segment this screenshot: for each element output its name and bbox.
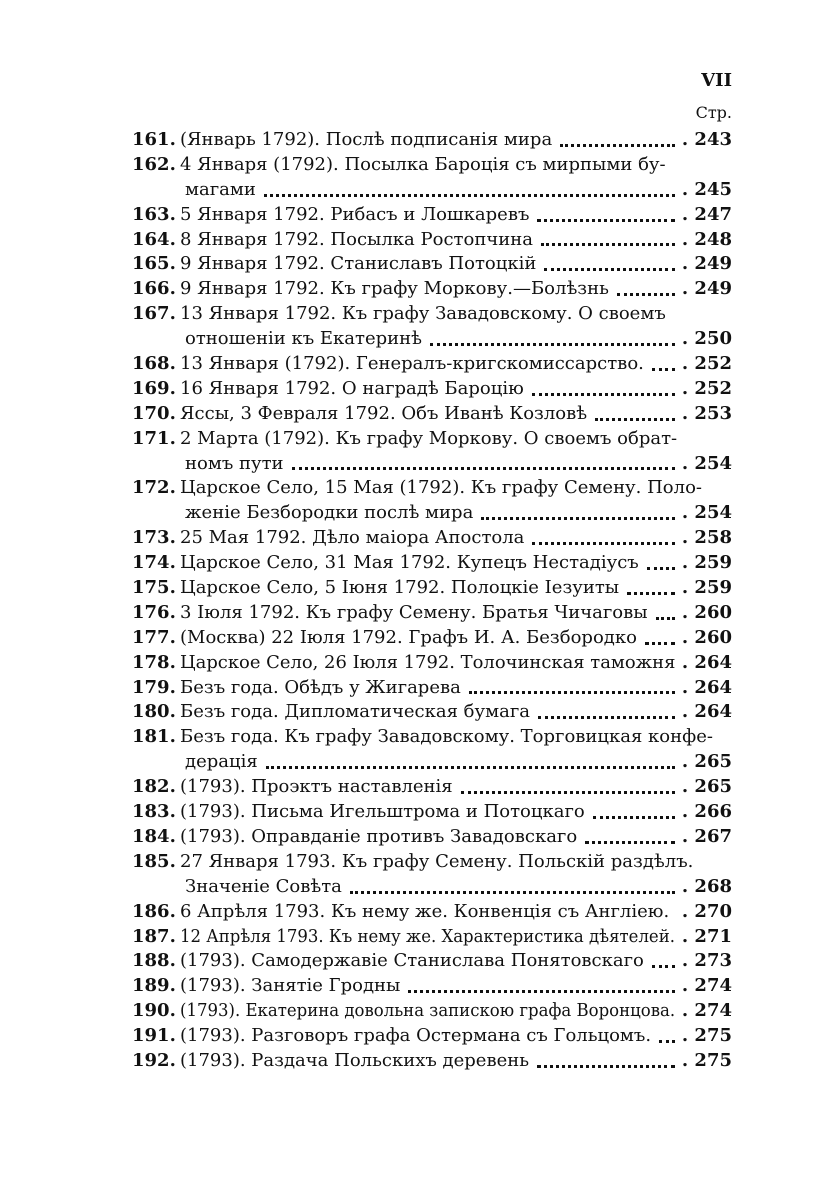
toc-entry-page: . 259 [679, 551, 732, 576]
toc-entry [132, 352, 732, 377]
toc-entry-number: 188. [132, 950, 176, 972]
toc-entry-line [132, 626, 732, 651]
toc-entry-page: . 274 [679, 999, 732, 1024]
toc-entry [132, 427, 732, 477]
toc-entry-number: 175. [132, 577, 176, 599]
toc-dot-leader [537, 219, 675, 222]
toc-entry [132, 700, 732, 725]
toc-entry-title: 27 Января 1793. Къ графу Семену. Польскій раздѣлъ. [180, 850, 694, 872]
toc-entry-number: 165. [132, 253, 176, 275]
toc-dot-leader [656, 617, 675, 620]
toc-entry [132, 601, 732, 626]
toc-entry-title: 3 Іюля 1792. Къ графу Семену. Братья Чичаговы [180, 601, 648, 623]
toc-entry-continuation-line [132, 452, 732, 477]
toc-entry-title: 12 Апрѣля 1793. Къ нему же. Характеристика дѣятелей. [180, 925, 675, 947]
toc-entry-line [132, 203, 732, 228]
toc-entry-page: . 249 [679, 252, 732, 277]
toc-dot-leader [595, 418, 675, 421]
toc-entry-number: 169. [132, 377, 176, 399]
toc-entry [132, 302, 732, 352]
toc-entry-line [132, 252, 732, 277]
toc-dot-leader [541, 243, 675, 246]
toc-entry-title: Безъ года. Къ графу Завадовскому. Торговицкая конфе- [180, 726, 713, 748]
toc-entry [132, 949, 732, 974]
toc-entry-line [132, 128, 732, 153]
toc-dot-leader [408, 990, 675, 993]
toc-entry-title: (1793). Разговоръ графа Остермана съ Гольцомъ. [180, 1025, 652, 1047]
toc-entry-line [132, 850, 732, 875]
toc-dot-leader [469, 691, 675, 694]
toc-entry-page: . 260 [679, 601, 732, 626]
toc-entry-number: 186. [132, 900, 176, 922]
toc-entry [132, 850, 732, 900]
toc-entry-page: . 275 [679, 1024, 732, 1049]
toc-entry-page: . 260 [679, 626, 732, 651]
toc-entry [132, 676, 732, 701]
toc-entry-page: . 275 [679, 1049, 732, 1074]
toc-entry-page: . 273 [679, 949, 732, 974]
toc-entry-line [132, 302, 732, 327]
toc-entry-title: 9 Января 1792. Станиславъ Потоцкій [180, 253, 537, 275]
toc-entry-line [132, 427, 732, 452]
toc-dot-leader [532, 393, 675, 396]
toc-entry [132, 402, 732, 427]
toc-entry [132, 900, 732, 925]
toc-dot-leader [560, 144, 675, 147]
toc-entry-line [132, 1024, 732, 1049]
toc-entry-number: 187. [132, 925, 176, 947]
toc-entry-line [132, 377, 732, 402]
toc-entry-line [132, 999, 732, 1024]
toc-entry-continuation-line [132, 750, 732, 775]
toc-entry-title: Царское Село, 15 Мая (1792). Къ графу Семену. Поло- [180, 477, 702, 499]
toc-entry-title: 13 Января 1792. Къ графу Завадовскому. О своемъ [180, 303, 666, 325]
toc-entry [132, 825, 732, 850]
toc-entry-page: . 254 [679, 501, 732, 526]
toc-dot-leader [645, 642, 675, 645]
toc-entry-line [132, 825, 732, 850]
toc-entry-number: 181. [132, 726, 176, 748]
toc-entry-line [132, 676, 732, 701]
toc-entry [132, 800, 732, 825]
toc-entry-title: 5 Января 1792. Рибасъ и Лошкаревъ [180, 203, 530, 225]
toc-entry-line [132, 700, 732, 725]
toc-dot-leader [585, 841, 675, 844]
toc-entry-number: 184. [132, 825, 176, 847]
toc-entry-number: 185. [132, 850, 176, 872]
toc-entry-line [132, 800, 732, 825]
toc-entry-line [132, 925, 732, 950]
toc-entry-page: . 253 [679, 402, 732, 427]
toc-dot-leader [537, 1065, 675, 1068]
toc-entry-title-continuation: дерація [185, 751, 258, 773]
toc-entry [132, 626, 732, 651]
toc-dot-leader [593, 816, 675, 819]
toc-entry [132, 651, 732, 676]
toc-entry-title: Безъ года. Обѣдъ у Жигарева [180, 676, 461, 698]
toc-dot-leader [461, 791, 675, 794]
page-number: VII [701, 70, 732, 91]
toc-entry-line [132, 551, 732, 576]
toc-entry-page: . 274 [679, 974, 732, 999]
toc-entry-title-continuation: отношеніи къ Екатеринѣ [185, 328, 423, 350]
toc-entry [132, 1024, 732, 1049]
toc-entry-line [132, 601, 732, 626]
toc-entry-title: Яссы, 3 Февраля 1792. Объ Иванѣ Козловѣ [180, 402, 588, 424]
toc-entry-page: . 254 [679, 452, 732, 477]
toc-entry-title: Царское Село, 5 Іюня 1792. Полоцкіе Іезуиты [180, 577, 620, 599]
toc-entry-continuation-line [132, 501, 732, 526]
toc-entry-line [132, 352, 732, 377]
toc-entry-page: . 265 [679, 775, 732, 800]
toc-entry-number: 182. [132, 776, 176, 798]
toc-entry [132, 576, 732, 601]
toc-entry [132, 551, 732, 576]
toc-entry-page: . 258 [679, 526, 732, 551]
toc-entry-number: 189. [132, 975, 176, 997]
toc-entry-page: . 267 [679, 825, 732, 850]
toc-entry-line [132, 526, 732, 551]
toc-entry [132, 974, 732, 999]
toc-entry-line [132, 153, 732, 178]
toc-entry-title: (1793). Занятіе Гродны [180, 975, 401, 997]
toc-entry-number: 172. [132, 477, 176, 499]
toc-entry-title: 8 Января 1792. Посылка Ростопчина [180, 228, 533, 250]
toc-dot-leader [627, 592, 675, 595]
toc-dot-leader [430, 343, 675, 346]
toc-entry-page: . 250 [679, 327, 732, 352]
toc-entry-title-continuation: Значеніе Совѣта [185, 875, 342, 897]
toc-entry-number: 166. [132, 278, 176, 300]
toc-dot-leader [544, 268, 675, 271]
toc-entry [132, 153, 732, 203]
toc-entry-title: 2 Марта (1792). Къ графу Моркову. О своемъ обрат- [180, 427, 678, 449]
toc-entry-page: . 268 [679, 875, 732, 900]
toc-entry-title: (1793). Раздача Польскихъ деревень [180, 1049, 530, 1071]
toc-entry [132, 725, 732, 775]
toc-dot-leader [647, 567, 675, 570]
toc-entry-title: (1793). Проэктъ наставленія [180, 776, 453, 798]
toc-entry-number: 183. [132, 801, 176, 823]
toc-entry [132, 228, 732, 253]
toc-entry [132, 252, 732, 277]
toc-entry-page: . 248 [679, 228, 732, 253]
toc-entry-title: Царское Село, 26 Іюля 1792. Толочинская таможня [180, 651, 676, 673]
toc-entry-title: (Январь 1792). Послѣ подписанія мира [180, 129, 553, 150]
toc-entry-number: 190. [132, 1000, 176, 1022]
toc-dot-leader [350, 891, 675, 894]
toc-entry-page: . 259 [679, 576, 732, 601]
toc-entry-line [132, 725, 732, 750]
toc-entry-line [132, 476, 732, 501]
toc-entry-continuation-line [132, 875, 732, 900]
toc-entry-number: 179. [132, 676, 176, 698]
toc-entry-number: 163. [132, 203, 176, 225]
toc-entry-continuation-line [132, 178, 732, 203]
toc-entry-number: 164. [132, 228, 176, 250]
toc-entry-title-continuation: магами [185, 178, 256, 200]
toc-entry-title: 13 Января (1792). Генералъ-кригскомиссарство. [180, 353, 644, 375]
toc-dot-leader [481, 517, 675, 520]
toc-entry-line [132, 228, 732, 253]
toc-entry-number: 173. [132, 527, 176, 549]
toc-entry-number: 170. [132, 402, 176, 424]
toc-entry-page: . 243 [679, 128, 732, 153]
toc-entry-number: 162. [132, 153, 176, 175]
toc-dot-leader [538, 716, 675, 719]
toc-entry [132, 999, 732, 1024]
toc-entry-title-continuation: номъ пути [185, 452, 284, 474]
toc-entry-number: 192. [132, 1049, 176, 1071]
toc-entry-number: 176. [132, 601, 176, 623]
toc-entry-line [132, 949, 732, 974]
toc-entry-line [132, 775, 732, 800]
toc-entry-line [132, 974, 732, 999]
toc-entry-number: 177. [132, 626, 176, 648]
toc-entry-number: 191. [132, 1025, 176, 1047]
toc-entry-line [132, 277, 732, 302]
toc-entry [132, 925, 732, 950]
toc-dot-leader [652, 965, 675, 968]
toc-entry-title: Царское Село, 31 Мая 1792. Купецъ Нестадіусъ [180, 552, 639, 574]
toc-entry-page: . 266 [679, 800, 732, 825]
toc-entry-page: . 264 [679, 651, 732, 676]
toc-entry-page: . 252 [679, 377, 732, 402]
toc-entry-title: 6 Апрѣля 1793. Къ нему же. Конвенція съ Англіею. [180, 900, 670, 922]
toc-entry-title: 9 Января 1792. Къ графу Моркову.—Болѣзнь [180, 278, 609, 300]
toc-entry-page: . 252 [679, 352, 732, 377]
toc-entry-number: 168. [132, 353, 176, 375]
toc-entry-page: . 247 [679, 203, 732, 228]
toc-entry-number: 161. [132, 129, 176, 150]
toc-entry-title: 25 Мая 1792. Дѣло маіора Апостола [180, 527, 525, 549]
toc-entry-title: 4 Января (1792). Посылка Бароція съ мирпыми бу- [180, 153, 666, 175]
toc-entry [132, 526, 732, 551]
toc-entry-continuation-line [132, 327, 732, 352]
toc-entry-line [132, 576, 732, 601]
toc-entry-title: (1793). Оправданіе противъ Завадовскаго [180, 825, 578, 847]
toc-entry [132, 128, 732, 153]
toc-dot-leader [532, 542, 675, 545]
toc-entry-number: 174. [132, 552, 176, 574]
toc-entry [132, 377, 732, 402]
toc-entry [132, 1049, 732, 1074]
toc-dot-leader [266, 766, 675, 769]
toc-entry-number: 180. [132, 701, 176, 723]
toc-entry-title: (1793). Письма Игельштрома и Потоцкаго [180, 801, 585, 823]
toc-entry-line [132, 651, 732, 676]
toc-entry-number: 178. [132, 651, 176, 673]
toc-entry [132, 203, 732, 228]
toc-entry-line [132, 900, 732, 925]
toc-dot-leader [652, 368, 675, 371]
toc-entry-title: (1793). Екатерина довольна запискою графа Воронцова. [180, 1000, 676, 1022]
toc-entry-page: . 264 [679, 676, 732, 701]
toc-entry-title-continuation: женіе Безбородки послѣ мира [185, 502, 474, 524]
toc-dot-leader [617, 293, 675, 296]
toc-entry-line [132, 1049, 732, 1074]
page-column-header: Стр. [695, 103, 732, 122]
toc-entry-page: . 249 [679, 277, 732, 302]
toc-entry-page: . 265 [679, 750, 732, 775]
toc-entry-number: 171. [132, 427, 176, 449]
toc-entry-line [132, 402, 732, 427]
toc-entry-title: 16 Января 1792. О наградѣ Бароцію [180, 377, 524, 399]
toc-entry [132, 476, 732, 526]
toc-entry-page: . 264 [679, 700, 732, 725]
toc-entry-page: . 270 [679, 900, 732, 925]
toc-entry-title: (Москва) 22 Іюля 1792. Графъ И. А. Безбородко [180, 626, 637, 648]
toc-dot-leader [264, 194, 675, 197]
toc-dot-leader [659, 1040, 675, 1043]
toc-entry-title: Безъ года. Дипломатическая бумага [180, 701, 530, 723]
toc-entry [132, 775, 732, 800]
toc-entry [132, 277, 732, 302]
toc-entry-title: (1793). Самодержавіе Станислава Понятовскаго [180, 950, 644, 972]
toc-entry-number: 167. [132, 303, 176, 325]
toc-entry-page: . 245 [679, 178, 732, 203]
table-of-contents [132, 128, 732, 1074]
toc-dot-leader [292, 467, 675, 470]
toc-entry-page: . 271 [679, 925, 732, 950]
